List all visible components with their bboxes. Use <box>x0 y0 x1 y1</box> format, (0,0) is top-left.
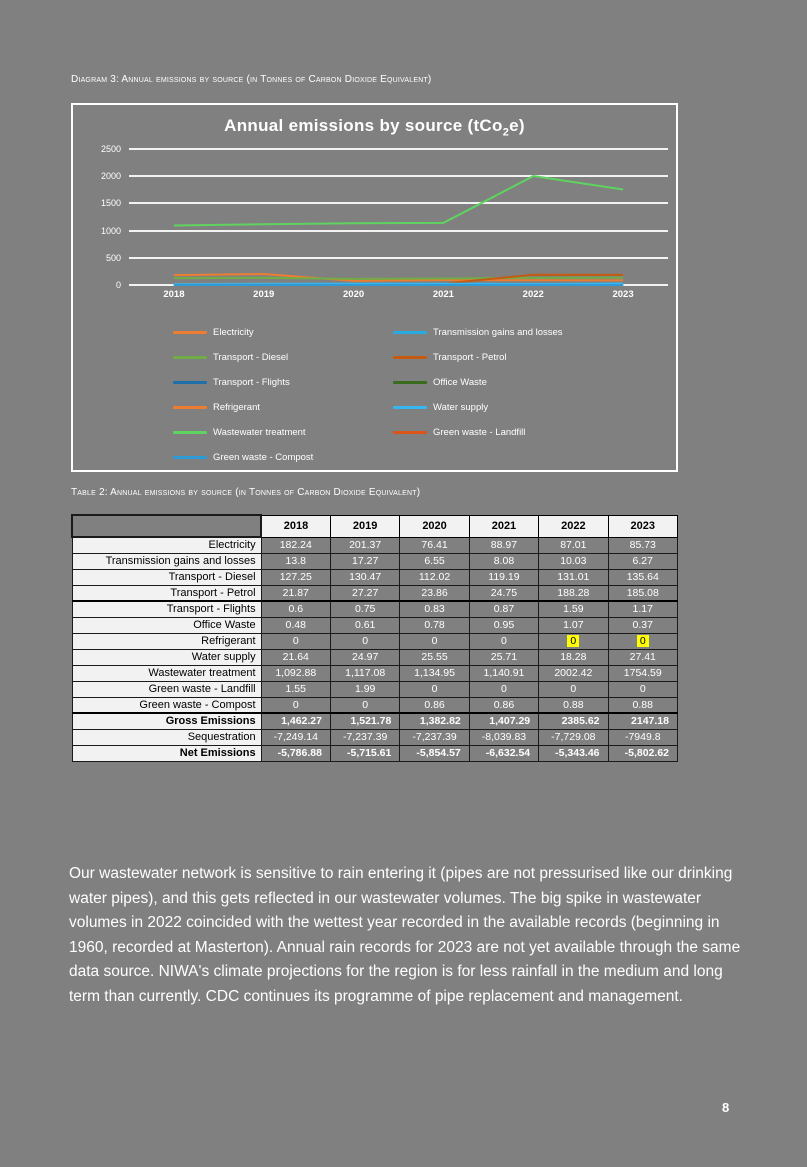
table-row-label: Green waste - Compost <box>72 697 261 713</box>
chart-legend <box>173 320 613 470</box>
table-cell: 1754.59 <box>608 665 677 681</box>
table-row-label: Sequestration <box>72 729 261 745</box>
table-cell: 2147.18 <box>608 713 677 729</box>
legend-color-swatch <box>173 431 207 434</box>
table-cell: 23.86 <box>400 585 469 601</box>
legend-color-swatch <box>393 381 427 384</box>
table-cell: -7,249.14 <box>261 729 330 745</box>
table-cell: 131.01 <box>539 569 608 585</box>
table-cell: 0.86 <box>400 697 469 713</box>
table-cell: 21.87 <box>261 585 330 601</box>
table-cell: 13.8 <box>261 553 330 569</box>
table-row-label: Electricity <box>72 537 261 553</box>
table-cell: 0.88 <box>539 697 608 713</box>
table-cell: 6.27 <box>608 553 677 569</box>
table-cell: 1,462.27 <box>261 713 330 729</box>
legend-item[interactable] <box>173 370 393 395</box>
y-axis-labels <box>73 144 125 299</box>
legend-color-swatch <box>173 331 207 334</box>
table-cell: 76.41 <box>400 537 469 553</box>
legend-item[interactable] <box>393 420 613 445</box>
legend-label: Electricity <box>213 327 254 338</box>
plot-canvas <box>129 149 668 285</box>
table-row <box>72 665 678 681</box>
table-cell: 0 <box>330 697 399 713</box>
table-column-header: 2018 <box>261 515 330 537</box>
legend-color-swatch <box>173 356 207 359</box>
series-line <box>174 176 623 225</box>
table-cell: -7949.8 <box>608 729 677 745</box>
y-axis-tick: 2000 <box>100 171 121 182</box>
table-cell: -5,854.57 <box>400 745 469 761</box>
table-cell: 0 <box>469 633 538 649</box>
table-row <box>72 745 678 761</box>
legend-item[interactable] <box>173 420 393 445</box>
table-cell: 1,134.95 <box>400 665 469 681</box>
table-cell: -5,786.88 <box>261 745 330 761</box>
table-cell: 1.07 <box>539 617 608 633</box>
table-corner-cell <box>72 515 261 537</box>
table-column-header: 2021 <box>469 515 538 537</box>
legend-item[interactable] <box>173 395 393 420</box>
table-row <box>72 681 678 697</box>
legend-color-swatch <box>393 406 427 409</box>
table-cell: 6.55 <box>400 553 469 569</box>
body-paragraph: Our wastewater network is sensitive to rain entering it (pipes are not pressurised like our drinking water pipes), and this gets reflected in our wastewater volumes. The big spike in wastewater volumes in 2022 coincided with the wettest year recorded in the available records (beginning in 1960, recorded at Masterton). Annual rain records for 2023 are not yet available through the same data source. NIWA's climate projections for the region is for less rainfall in the medium and long term than currently. CDC continues its programme of pipe replacement and management. <box>69 865 741 1005</box>
y-axis-tick: 2500 <box>100 144 121 154</box>
table-cell: 0 <box>261 697 330 713</box>
x-axis-tick: 2021 <box>432 289 454 300</box>
legend-item[interactable] <box>393 370 613 395</box>
chart-title <box>73 116 676 138</box>
legend-color-swatch <box>173 406 207 409</box>
table-cell: 0 <box>330 633 399 649</box>
y-axis-tick: 1500 <box>100 198 121 209</box>
emissions-table <box>71 514 678 762</box>
table-row <box>72 729 678 745</box>
legend-item[interactable] <box>173 320 393 345</box>
table-cell: 27.41 <box>608 649 677 665</box>
chart-lines <box>129 149 668 285</box>
table-cell: 2002.42 <box>539 665 608 681</box>
table-row-label: Transmission gains and losses <box>72 553 261 569</box>
table-cell: 1.59 <box>539 601 608 617</box>
table-cell: -6,632.54 <box>469 745 538 761</box>
table-row <box>72 649 678 665</box>
table-row <box>72 713 678 729</box>
table-cell: -5,802.62 <box>608 745 677 761</box>
legend-color-swatch <box>173 456 207 459</box>
page-number: 8 <box>722 1100 730 1115</box>
legend-label: Green waste - Landfill <box>433 427 526 438</box>
legend-label: Wastewater treatment <box>213 427 306 438</box>
x-axis-tick: 2020 <box>343 289 365 300</box>
table-cell: 1,117.08 <box>330 665 399 681</box>
table-row-label: Office Waste <box>72 617 261 633</box>
x-axis-tick: 2018 <box>163 289 185 300</box>
table-row <box>72 553 678 569</box>
table-row-label: Green waste - Landfill <box>72 681 261 697</box>
table-row <box>72 537 678 553</box>
table-cell: 112.02 <box>400 569 469 585</box>
y-axis-tick: 1000 <box>100 225 121 236</box>
table-cell: 0 <box>608 681 677 697</box>
table-row-label: Transport - Petrol <box>72 585 261 601</box>
table-row-label: Water supply <box>72 649 261 665</box>
table-cell: -8,039.83 <box>469 729 538 745</box>
table-caption: Table 2: Annual emissions by source (in Tonnes of Carbon Dioxide Equivalent) <box>71 487 421 498</box>
legend-item[interactable] <box>393 395 613 420</box>
table-cell: 0.87 <box>469 601 538 617</box>
table-cell: 119.19 <box>469 569 538 585</box>
table-cell: 135.64 <box>608 569 677 585</box>
chart-title-tail: e) <box>509 116 525 135</box>
table-column-header: 2020 <box>400 515 469 537</box>
table-cell: 0 <box>469 681 538 697</box>
table-cell: 24.75 <box>469 585 538 601</box>
y-axis-tick: 500 <box>105 252 121 263</box>
table-cell: -7,237.39 <box>400 729 469 745</box>
table-cell: 188.28 <box>539 585 608 601</box>
table-cell: 127.25 <box>261 569 330 585</box>
table-cell: 0.48 <box>261 617 330 633</box>
table-cell: 0 <box>400 681 469 697</box>
legend-item[interactable] <box>173 445 393 470</box>
x-axis-tick: 2023 <box>612 289 634 300</box>
table-cell: 0.95 <box>469 617 538 633</box>
highlighted-value: 0 <box>567 635 579 647</box>
table-row <box>72 585 678 601</box>
legend-color-swatch <box>393 431 427 434</box>
highlighted-value: 0 <box>637 635 649 647</box>
table-cell: 17.27 <box>330 553 399 569</box>
legend-item[interactable] <box>173 345 393 370</box>
table-cell: 25.55 <box>400 649 469 665</box>
table-row-label: Transport - Diesel <box>72 569 261 585</box>
table-row-label: Wastewater treatment <box>72 665 261 681</box>
table-cell: 10.03 <box>539 553 608 569</box>
table-cell: 0 <box>400 633 469 649</box>
legend-label: Office Waste <box>433 377 487 388</box>
table-cell <box>608 633 677 649</box>
table-cell: 1.99 <box>330 681 399 697</box>
x-axis-labels <box>129 289 668 305</box>
table-cell: 0.61 <box>330 617 399 633</box>
table-row <box>72 697 678 713</box>
table-cell: 0.83 <box>400 601 469 617</box>
table-cell: 2385.62 <box>539 713 608 729</box>
legend-label: Refrigerant <box>213 402 260 413</box>
table-cell: 85.73 <box>608 537 677 553</box>
table-cell: 25.71 <box>469 649 538 665</box>
table-cell: 182.24 <box>261 537 330 553</box>
table-row-label: Gross Emissions <box>72 713 261 729</box>
table-column-header: 2023 <box>608 515 677 537</box>
table-cell: 18.28 <box>539 649 608 665</box>
legend-color-swatch <box>393 331 427 334</box>
table-cell: 0.86 <box>469 697 538 713</box>
legend-color-swatch <box>393 356 427 359</box>
table-cell: 1,407.29 <box>469 713 538 729</box>
table-cell: 0.6 <box>261 601 330 617</box>
table-cell: 1,092.88 <box>261 665 330 681</box>
table-cell: 1.17 <box>608 601 677 617</box>
table-cell: 21.64 <box>261 649 330 665</box>
table-cell: -7,237.39 <box>330 729 399 745</box>
chart-title-main: Annual emissions by source (tCo <box>224 116 503 135</box>
table-column-header: 2019 <box>330 515 399 537</box>
table-header-row <box>72 515 678 537</box>
table-cell: 0.37 <box>608 617 677 633</box>
table-cell: 0.75 <box>330 601 399 617</box>
legend-color-swatch <box>173 381 207 384</box>
legend-item[interactable] <box>393 320 613 345</box>
table-cell: 0.88 <box>608 697 677 713</box>
table-column-header: 2022 <box>539 515 608 537</box>
table-cell: 87.01 <box>539 537 608 553</box>
table-cell: 1,382.82 <box>400 713 469 729</box>
legend-label: Transport - Petrol <box>433 352 507 363</box>
table-row-label: Refrigerant <box>72 633 261 649</box>
table-cell: 185.08 <box>608 585 677 601</box>
y-axis-tick: 0 <box>115 280 121 290</box>
table-row-label: Net Emissions <box>72 745 261 761</box>
chart-title-subscript: 2 <box>502 126 510 139</box>
table-cell: -5,343.46 <box>539 745 608 761</box>
legend-item[interactable] <box>393 345 613 370</box>
plot-area <box>73 144 676 300</box>
table-cell <box>539 633 608 649</box>
x-axis-tick: 2019 <box>253 289 275 300</box>
table-cell: -7,729.08 <box>539 729 608 745</box>
table-cell: 0 <box>539 681 608 697</box>
legend-label: Green waste - Compost <box>213 452 314 463</box>
table-cell: 0.78 <box>400 617 469 633</box>
table-row <box>72 569 678 585</box>
table-cell: 0 <box>261 633 330 649</box>
table-cell: 8.08 <box>469 553 538 569</box>
legend-label: Transport - Flights <box>213 377 290 388</box>
legend-label: Transport - Diesel <box>213 352 289 363</box>
table-row <box>72 617 678 633</box>
table-cell: 27.27 <box>330 585 399 601</box>
table-cell: 1.55 <box>261 681 330 697</box>
table-row <box>72 601 678 617</box>
table-cell: 24.97 <box>330 649 399 665</box>
table-cell: -5,715.61 <box>330 745 399 761</box>
legend-label: Transmission gains and losses <box>433 327 563 338</box>
table-head <box>72 515 678 537</box>
table-cell: 1,521.78 <box>330 713 399 729</box>
table-cell: 130.47 <box>330 569 399 585</box>
table-cell: 201.37 <box>330 537 399 553</box>
legend-label: Water supply <box>433 402 489 413</box>
chart-container <box>71 103 678 472</box>
table-row <box>72 633 678 649</box>
table-cell: 1,140.91 <box>469 665 538 681</box>
series-line <box>174 278 623 279</box>
x-axis-tick: 2022 <box>522 289 544 300</box>
table-cell: 88.97 <box>469 537 538 553</box>
table-body <box>72 537 678 761</box>
diagram-caption: Diagram 3: Annual emissions by source (in Tonnes of Carbon Dioxide Equivalent) <box>71 74 432 85</box>
table-row-label: Transport - Flights <box>72 601 261 617</box>
